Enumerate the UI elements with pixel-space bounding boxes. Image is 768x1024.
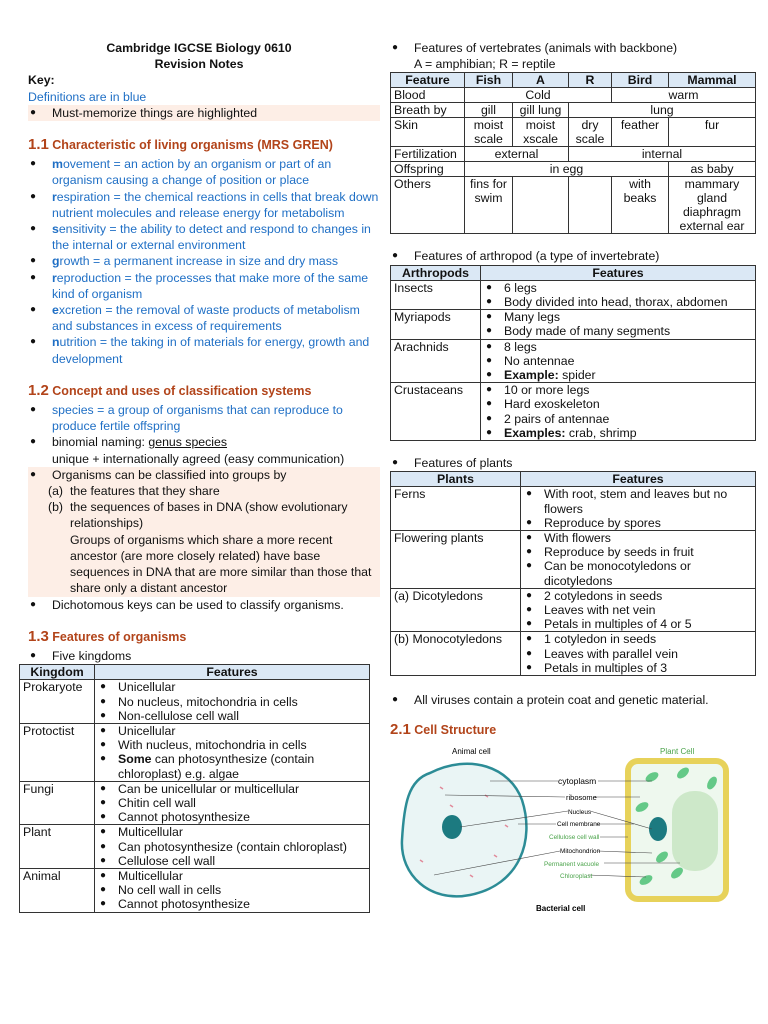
virus-note: ● All viruses contain a protein coat and genetic material.	[390, 692, 756, 708]
kingdom-feature: ● Cellulose cell wall	[98, 854, 366, 868]
vt-row-skin: Skin moist scale moist xscale dry scale feather fur	[391, 118, 756, 147]
vt-h-fish: Fish	[465, 73, 513, 88]
kingdom-header: Kingdom	[20, 665, 95, 680]
arthropod-feature: ● No antennae	[484, 354, 752, 368]
key-mm-item: ● Must-memorize things are highlighted	[28, 105, 380, 121]
arthropod-feature: ● Many legs	[484, 310, 752, 324]
bacterial-cell-title: Bacterial cell	[536, 903, 586, 913]
classification-list	[28, 402, 380, 451]
arthropod-example: ● Examples: crab, shrimp	[484, 426, 752, 440]
animal-cell-title: Animal cell	[452, 746, 491, 756]
kingdom-feature: ● With nucleus, mitochondria in cells	[98, 738, 366, 752]
vt-h-feature: Feature	[391, 73, 465, 88]
section-1-3-heading: 1.3 Features of organisms	[28, 627, 187, 645]
label-ribosome: ribosome	[566, 792, 597, 802]
label-cell-membrane: Cell membrane	[557, 820, 601, 828]
vt-row-blood: Blood Cold warm	[391, 88, 756, 103]
kingdom-feature: ● Unicellular	[98, 680, 366, 694]
kingdom-feature: ● Cannot photosynthesize	[98, 897, 366, 911]
cell-labels	[544, 776, 601, 880]
plant-feature: ● Can be monocotyledons or dicotyledons	[524, 559, 752, 587]
plant-vacuole	[672, 791, 718, 871]
at-h-arthropods: Arthropods	[391, 265, 481, 280]
classify-b: (b) the sequences of bases in DNA (show evolutionary relationships)	[48, 500, 348, 531]
mrs-gren-item: ● movement = an action by an organism or part of an organism causing a change of position or place	[28, 156, 380, 188]
pt-row-flowering: Flowering plants ● With flowers ● Reproduce by seeds in fruit ● Can be monocotyledons or dicotyledons	[391, 531, 756, 589]
plant-feature: ● Leaves with parallel vein	[524, 647, 752, 661]
kingdom-feature: ● Chitin cell wall	[98, 796, 366, 810]
at-row-crustaceans: Crustaceans ● 10 or more legs ● Hard exoskeleton ● 2 pairs of antennae ● Examples: crab, shrimp	[391, 383, 756, 441]
kingdom-name: Prokaryote	[20, 680, 95, 724]
mrs-gren-item: ● respiration = the chemical reactions in cells that break down nutrient molecules and release energy for metabolism	[28, 189, 380, 221]
binomial-naming: ● binomial naming: genus species	[28, 434, 380, 450]
label-vacuole: Permanent vacuole	[544, 860, 600, 868]
vt-row-offspring: Offspring in egg as baby	[391, 162, 756, 177]
doc-title: Cambridge IGCSE Biology 0610	[106, 41, 292, 55]
vertebrates-abbr: A = amphibian; R = reptile	[414, 57, 556, 72]
kingdom-feature: ● Can be unicellular or multicellular	[98, 782, 366, 796]
arthropod-example: ● Example: spider	[484, 368, 752, 382]
at-row-myriapods: Myriapods ● Many legs ● Body made of many segments	[391, 310, 756, 339]
key-highlight	[28, 105, 380, 121]
vertebrates-intro: ● Features of vertebrates (animals with backbone)	[390, 40, 756, 56]
pt-h-features: Features	[521, 472, 756, 487]
kingdom-feature: ● Multicellular	[98, 825, 366, 839]
kingdom-row	[20, 723, 370, 781]
kingdom-feature: ● Multicellular	[98, 869, 366, 883]
species-definition: ● species = a group of organisms that can reproduce to produce fertile offspring	[28, 402, 380, 434]
vt-row-others: Others fins for swim with beaks mammary gland diaphragm external ear	[391, 177, 756, 234]
arthropod-feature: ● 2 pairs of antennae	[484, 412, 752, 426]
label-nucleus: Nucleus	[568, 808, 592, 816]
plants-intro: ● Features of plants	[390, 455, 756, 471]
vt-row-fert: Fertilization external internal	[391, 147, 756, 162]
left-column	[23, 40, 380, 913]
kingdom-feature: ● Non-cellulose cell wall	[98, 709, 366, 723]
label-mitochondrion: Mitochondrion	[560, 847, 601, 855]
kingdom-feature: ● No cell wall in cells	[98, 883, 366, 897]
mrs-gren-item: ● reproduction = the processes that make more of the same kind of organism	[28, 270, 380, 302]
plant-feature: ● 2 cotyledons in seeds	[524, 589, 752, 603]
doc-subtitle: Revision Notes	[154, 57, 244, 72]
plant-feature: ● Reproduce by spores	[524, 516, 752, 530]
kingdom-name: Fungi	[20, 781, 95, 825]
binomial-note: unique + internationally agreed (easy communication)	[52, 451, 345, 466]
kingdom-feature: ● Unicellular	[98, 724, 366, 738]
five-kingdoms: ● Five kingdoms	[28, 648, 380, 664]
pt-row-ferns: Ferns ● With root, stem and leaves but no flowers ● Reproduce by spores	[391, 487, 756, 531]
groups-note: Groups of organisms which share a more recent ancestor (are more closely related) have base sequences in DNA that are more similar than those that share only a distant ancestor	[70, 532, 372, 596]
key-definitions: Definitions are in blue	[28, 89, 147, 104]
label-cytoplasm: cytoplasm	[558, 775, 597, 786]
plant-feature: ● Petals in multiples of 4 or 5	[524, 617, 752, 631]
vt-h-r: R	[569, 73, 612, 88]
cell-diagram	[390, 745, 730, 915]
dichotomous-note: ● Dichotomous keys can be used to classify organisms.	[28, 597, 380, 613]
kingdom-table	[19, 664, 370, 912]
kingdom-feature: ● Cannot photosynthesize	[98, 810, 366, 824]
kingdom-feature: ● Some can photosynthesize (contain chloroplast) e.g. algae	[98, 752, 366, 780]
mrs-gren-list	[28, 156, 380, 367]
section-2-1-heading: 2.1 Cell Structure	[390, 721, 497, 739]
plant-feature: ● Reproduce by seeds in fruit	[524, 545, 752, 559]
arthropod-feature: ● 8 legs	[484, 340, 752, 354]
arthropod-feature: ● Body made of many segments	[484, 324, 752, 338]
vt-row-breath: Breath by gill gill lung lung	[391, 103, 756, 118]
vt-h-mammal: Mammal	[669, 73, 756, 88]
mrs-gren-item: ● sensitivity = the ability to detect and respond to changes in the internal or external environment	[28, 221, 380, 253]
at-row-arachnids: Arachnids ● 8 legs ● No antennae ● Example: spider	[391, 339, 756, 383]
vertebrate-table	[390, 72, 756, 234]
cell-structure-svg	[390, 745, 756, 915]
plant-feature: ● Leaves with net vein	[524, 603, 752, 617]
label-chloroplast: Chloroplast	[560, 872, 593, 880]
kingdom-name: Animal	[20, 868, 95, 912]
pt-row-monocot: (b) Monocotyledons ● 1 cotyledon in seeds ● Leaves with parallel vein ● Petals in multiples of 3	[391, 632, 756, 676]
vt-h-a: A	[513, 73, 569, 88]
classify-block	[28, 467, 380, 597]
arthropod-feature: ● 10 or more legs	[484, 383, 752, 397]
kingdom-name: Protoctist	[20, 723, 95, 781]
kingdom-name: Plant	[20, 825, 95, 869]
plant-feature: ● With flowers	[524, 531, 752, 545]
animal-nucleus	[442, 815, 462, 839]
section-1-2-heading: 1.2 Concept and uses of classification systems	[28, 381, 312, 399]
kingdom-row	[20, 781, 370, 825]
kingdom-row	[20, 825, 370, 869]
arthropod-feature: ● Body divided into head, thorax, abdomen	[484, 295, 752, 309]
mrs-gren-item: ● excretion = the removal of waste products of metabolism and substances in excess of requirements	[28, 302, 380, 334]
plant-feature: ● With root, stem and leaves but no flowers	[524, 487, 752, 515]
at-h-features: Features	[481, 265, 756, 280]
at-row-insects: Insects ● 6 legs ● Body divided into head, thorax, abdomen	[391, 280, 756, 309]
kingdom-row	[20, 680, 370, 724]
kingdom-row	[20, 868, 370, 912]
section-1-1-heading: 1.1 Characteristic of living organisms (MRS GREN)	[28, 136, 333, 154]
classify-intro: ● Organisms can be classified into groups by	[28, 467, 380, 483]
plant-feature: ● Petals in multiples of 3	[524, 661, 752, 675]
kingdom-feature: ● Can photosynthesize (contain chloroplast)	[98, 840, 366, 854]
classify-a: (a) the features that they share	[48, 484, 220, 499]
pt-h-plants: Plants	[391, 472, 521, 487]
plants-table	[390, 471, 756, 676]
kingdom-feature: ● No nucleus, mitochondria in cells	[98, 695, 366, 709]
arthropod-feature: ● 6 legs	[484, 281, 752, 295]
pt-row-dicot: (a) Dicotyledons ● 2 cotyledons in seeds ● Leaves with net vein ● Petals in multiples of 4 or 5	[391, 588, 756, 632]
arthropod-table	[390, 265, 756, 441]
label-cellulose-wall: Cellulose cell wall	[549, 833, 600, 841]
plant-feature: ● 1 cotyledon in seeds	[524, 632, 752, 646]
vt-h-bird: Bird	[612, 73, 669, 88]
mrs-gren-item: ● growth = a permanent increase in size and dry mass	[28, 253, 380, 269]
key-label: Key:	[28, 73, 55, 88]
mrs-gren-item: ● nutrition = the taking in of materials for energy, growth and development	[28, 334, 380, 366]
animal-cell-outline	[402, 763, 527, 896]
features-header: Features	[95, 665, 370, 680]
arthropod-intro: ● Features of arthropod (a type of invertebrate)	[390, 248, 756, 264]
arthropod-feature: ● Hard exoskeleton	[484, 397, 752, 411]
right-column	[390, 40, 756, 915]
plant-cell-title: Plant Cell	[660, 746, 695, 756]
